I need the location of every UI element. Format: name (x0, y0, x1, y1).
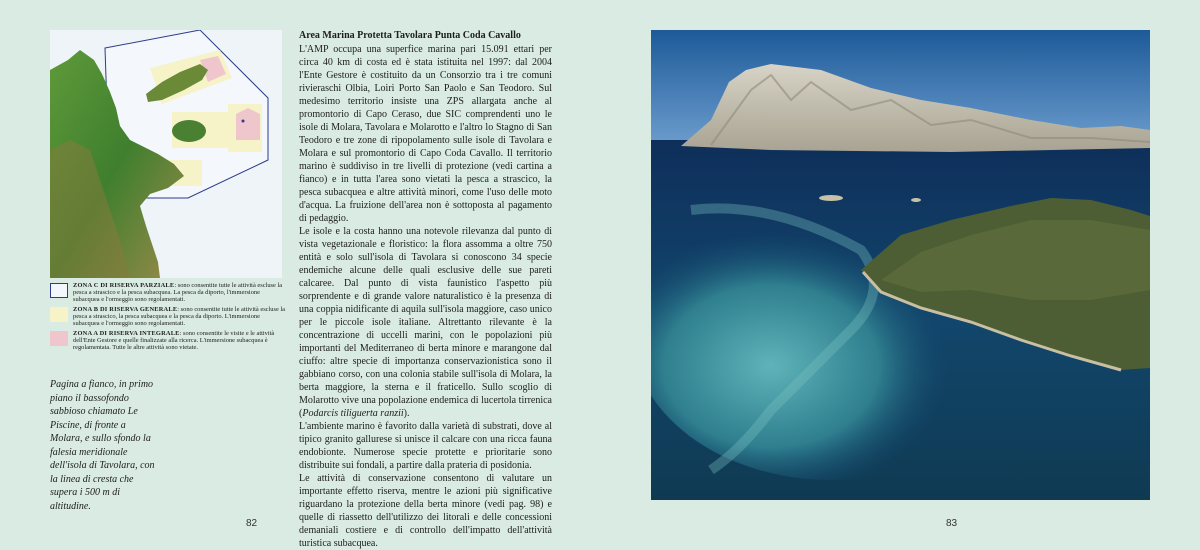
left-page (0, 0, 600, 549)
paragraph-text: ). (403, 408, 410, 419)
paragraph-text: L'AMP occupa una superfice marina pari 15.091 ettari per circa 40 km di costa ed è stata istituita nel 1997: dal 2004 l'Ente Gestore è costituito da un Consorzio tra i tre comuni rivieraschi Olbia, Loiri Porto San Paolo e San Teodoro. Sul medesimo territorio insiste una ZPS allargata anche al promontorio di Capo Ceraso, due SIC comprendenti uno le isole di Molara, Tavolara e Molarotto e l'altro lo Stagno di San Teodoro e tre zone di ripopolamento sulle isole di Tavolara e Molara e sul promontorio di Capo Coda Cavallo. Il territorio marino è suddiviso in tre livelli di protezione (vedi cartina a fianco) e in tutta l'area sono vietati la pesca a strascico, la pesca subacquea e altre attività minori, come l'uso delle moto d'acqua. La fruizione dell'area non è sottoposta al pagamento di pedaggio. (299, 44, 552, 224)
article-paragraph (299, 420, 552, 472)
article (299, 29, 552, 550)
species-name: Podarcis tiliguerta ranzii (302, 408, 404, 419)
legend-description: : sono consentite le visite e le attività dell'Ente Gestore e quelle finalizzate alla ricerca. L'immersione subacquea è regolamentata. Tutte le altre attività sono vietate. (73, 330, 275, 351)
article-paragraph (299, 43, 552, 225)
legend-item-zone-b (50, 306, 286, 327)
legend-description: : sono consentite tutte le attività escluse la pesca a strascico, la pesca subacquea e la pesca da diporto. L'immersione subacquea e l'ormeggio sono regolamentati. (73, 306, 286, 327)
map-legend (50, 282, 286, 354)
photo-graphic (651, 30, 1150, 500)
legend-title: ZONA A DI RISERVA INTEGRALE (73, 330, 180, 337)
aerial-photo-tavolara (651, 30, 1150, 500)
photo-caption: Pagina a fianco, in primo piano il bassofondo sabbioso chiamato Le Piscine, di fronte a Molara, e sullo sfondo la falesia meridionale dell'isola di Tavolara, con la linea di cresta che supera i 500 m di altitudine. (50, 379, 155, 512)
page-number: 83 (946, 518, 958, 529)
zone-c-swatch (50, 283, 68, 298)
article-paragraph (299, 472, 552, 550)
legend-title: ZONA B DI RISERVA GENERALE (73, 306, 178, 313)
article-title: Area Marina Protetta Tavolara Punta Coda Cavallo (299, 30, 521, 41)
legend-description: : sono consentite tutte le attività escluse la pesca a strascico e la pesca subacquea. La pesca da diporto, l'immersione subacquea e l'ormeggio sono regolamentati. (73, 282, 283, 303)
zone-a-swatch (50, 331, 68, 346)
map-graphic (50, 30, 282, 278)
legend-item-zone-a (50, 330, 286, 351)
paragraph-text: Le isole e la costa hanno una notevole rilevanza dal punto di vista vegetazionale e floristico: la flora assomma a oltre 750 entità e solo sull'isola di Tavolara si conoscono 34 specie endemiche alcune delle quali esclusive delle sue pareti calcaree. Dal punto di vista faunistico l'aspetto più sorprendente e di grande valore naturalistico è la presenza di una coppia nidificante di aquila sull'isola maggiore, caso unico per le piccole isole italiane. Altrettanto rilevante è la concentrazione di uccelli marini, con le popolazioni più importanti del Mediterraneo di berta minore e marangone dal ciuffo: altre specie di importanza conservazionistica sono il gabbiano corso, con una colonia stabile sull'isola di Molara, la berta maggiore, la sterna e il fraticello. Sullo scoglio di Molarotto vive una popolazione endemica di lucertola tirrenica ( (299, 226, 552, 419)
paragraph-text: L'ambiente marino è favorito dalla varietà di substrati, dove al tipico granito gallurese si unisce il calcare con una ricca fauna endobionte. Numerose specie protette e prioritarie sono distribuite sui fondali, a partire dalla prateria di posidonia. (299, 421, 552, 471)
paragraph-text: Le attività di conservazione consentono di valutare un importante effetto riserva, mentre le azioni più significative riguardano la protezione della berta minore (vedi pag. 98) e quelle di riassetto dell'utilizzo dei litorali e delle concessioni demaniali costiere e di controllo dell'impatto dell'attività turistica subacquea. (299, 473, 552, 549)
page-number: 82 (246, 518, 258, 529)
legend-item-zone-c (50, 282, 286, 303)
protection-zones-map (50, 30, 282, 278)
right-page (600, 0, 1200, 549)
legend-title: ZONA C DI RISERVA PARZIALE (73, 282, 175, 289)
article-paragraph (299, 225, 552, 420)
zone-b-swatch (50, 307, 68, 322)
